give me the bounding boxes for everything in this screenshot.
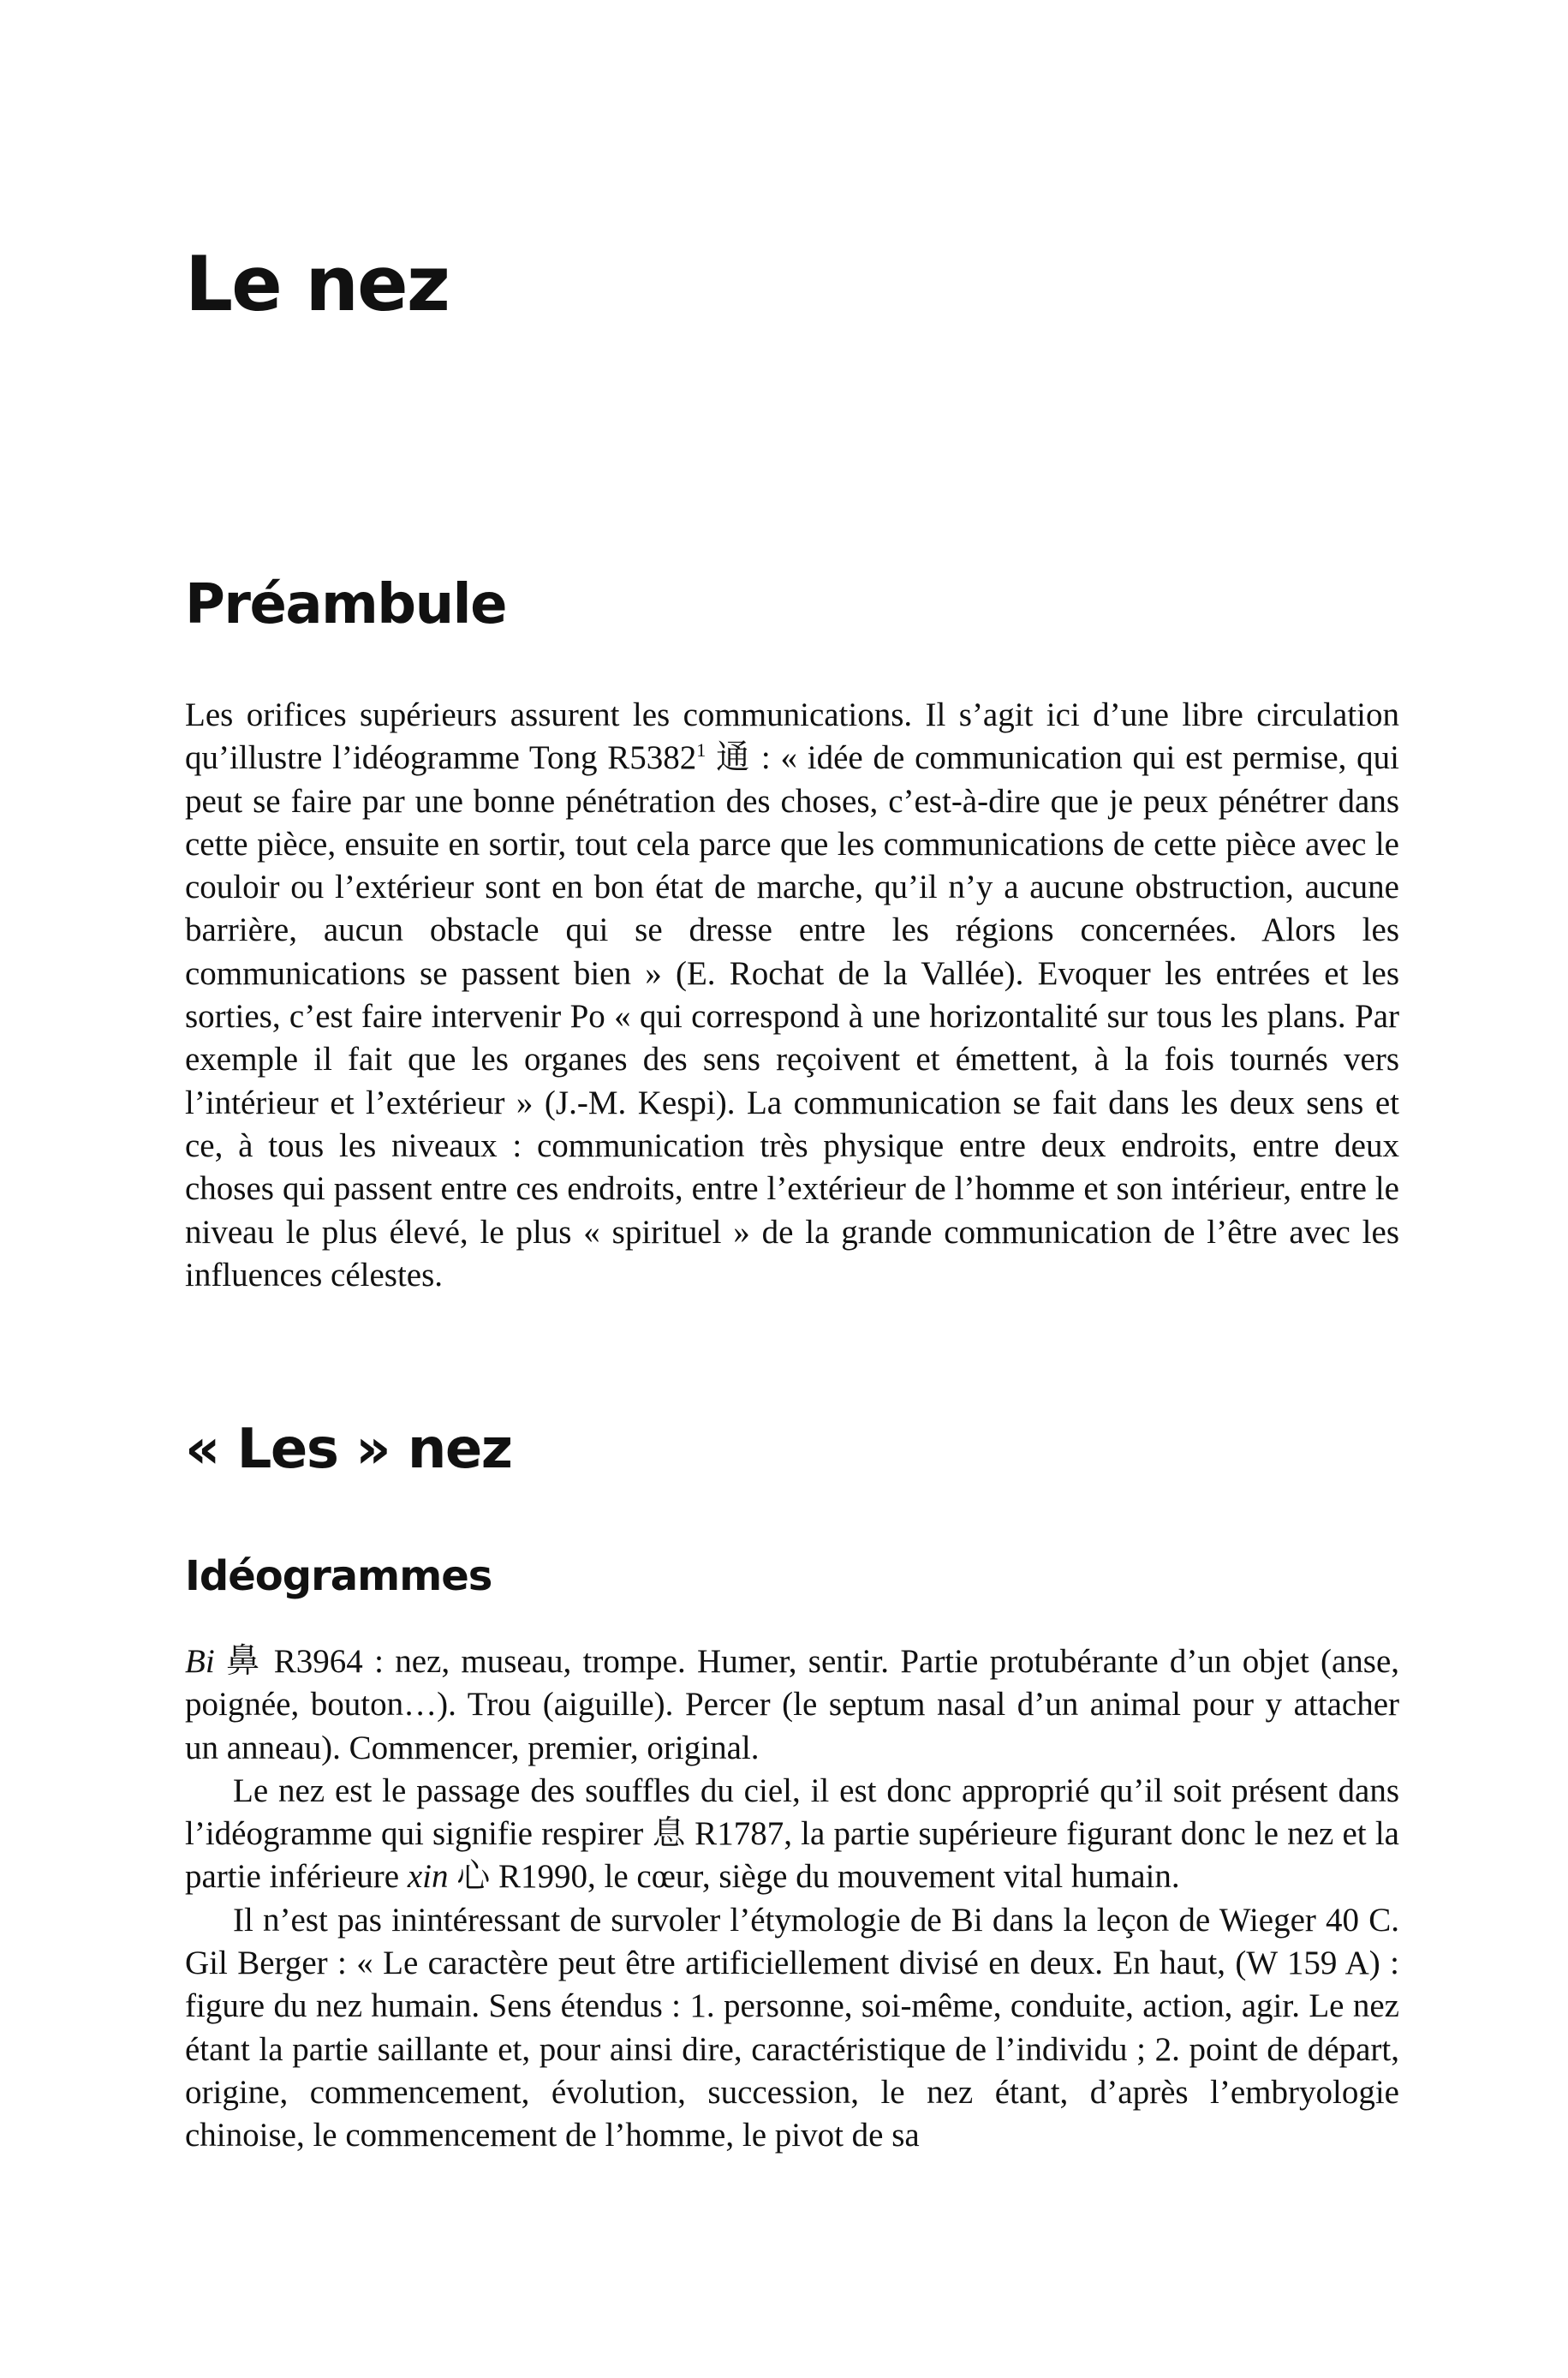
section-heading-preambule: Préambule xyxy=(185,573,506,636)
section-heading-les-nez: « Les » nez xyxy=(185,1418,512,1481)
term-xin: xin xyxy=(407,1858,449,1896)
ideogram-tong: 通 xyxy=(716,738,752,778)
paragraph-respirer xyxy=(185,1770,1399,1899)
term-bi: Bi xyxy=(185,1643,215,1680)
text-run: : « idée de communication qui est permise, qui peut se faire par une bonne pénétration des choses, c’est-à-dire que je peux pénétrer dans cette pièce, ensuite en sortir, tout cela parce que les communications de cette pièce avec le couloir ou l’extérieur sont en bon état de marche, qu’il n’y a aucune obstruction, aucune barrière, aucun obstacle qui se dresse entre les régions concernées. Alors les communications se passent bien » (E. Rochat de la Vallée). Evoquer les entrées et les sorties, c’est faire intervenir Po « qui correspond à une horizontalité sur tous les plans. Par exemple il fait que les organes des sens reçoivent et émettent, à la fois tournés vers l’intérieur et l’extérieur » (J.-M. Kespi). La communication se fait dans les deux sens et ce, à tous les niveaux : communication très physique entre deux endroits, entre deux choses qui passent entre ces endroits, entre l’extérieur de l’homme et son intérieur, entre le niveau le plus élevé, le plus « spirituel » de la grande communication de l’être avec les influences célestes. xyxy=(185,739,1399,1294)
text-run: Le nez est le passage des souffles du ciel, il est donc approprié qu’il soit présent dans l’idéogramme qui signifie respirer xyxy=(185,1772,1399,1853)
preambule-paragraph xyxy=(185,694,1399,1297)
preambule-body xyxy=(185,694,1399,1297)
text-run: R1990, le cœur, siège du mouvement vital humain. xyxy=(490,1858,1180,1896)
ideogrammes-body xyxy=(185,1640,1399,2158)
ideogram-xi: 息 xyxy=(652,1814,686,1854)
subsection-heading-ideogrammes: Idéogrammes xyxy=(185,1552,492,1600)
text-run: R3964 : nez, museau, trompe. Humer, sentir. Partie protubérante d’un objet (anse, poignée, bouton…). Trou (aiguille). Percer (le septum nasal d’un animal pour y attacher un anneau). Commencer, premier, original. xyxy=(185,1643,1399,1766)
paragraph-wieger: Il n’est pas inintéressant de survoler l’étymologie de Bi dans la leçon de Wieger 40 C. Gil Berger : « Le caractère peut être artificiellement divisé en deux. En haut, (W 159 A) : figure du nez humain. Sens étendus : 1. personne, soi-même, conduite, action, agir. Le nez étant la partie saillante et, pour ainsi dire, caractéristique de l’individu ; 2. point de départ, origine, commencement, évolution, succession, le nez étant, d’après l’embryologie chinoise, le commencement de l’homme, le pivot de sa xyxy=(185,1901,1399,2154)
ideogram-xin: 心 xyxy=(456,1857,491,1897)
chapter-title: Le nez xyxy=(185,240,449,328)
ideogram-bi: 鼻 xyxy=(225,1642,263,1681)
book-page xyxy=(185,0,1399,2378)
footnote-marker[interactable]: 1 xyxy=(696,739,706,762)
text-run: R1787, la partie supérieure figurant donc le nez et la partie inférieure xyxy=(185,1815,1399,1896)
text-run: Les orifices supérieurs assurent les communications. Il s’agit ici d’une libre circulation qu’illustre l’idéogramme Tong R5382 xyxy=(185,696,1399,777)
paragraph-bi xyxy=(185,1640,1399,1770)
